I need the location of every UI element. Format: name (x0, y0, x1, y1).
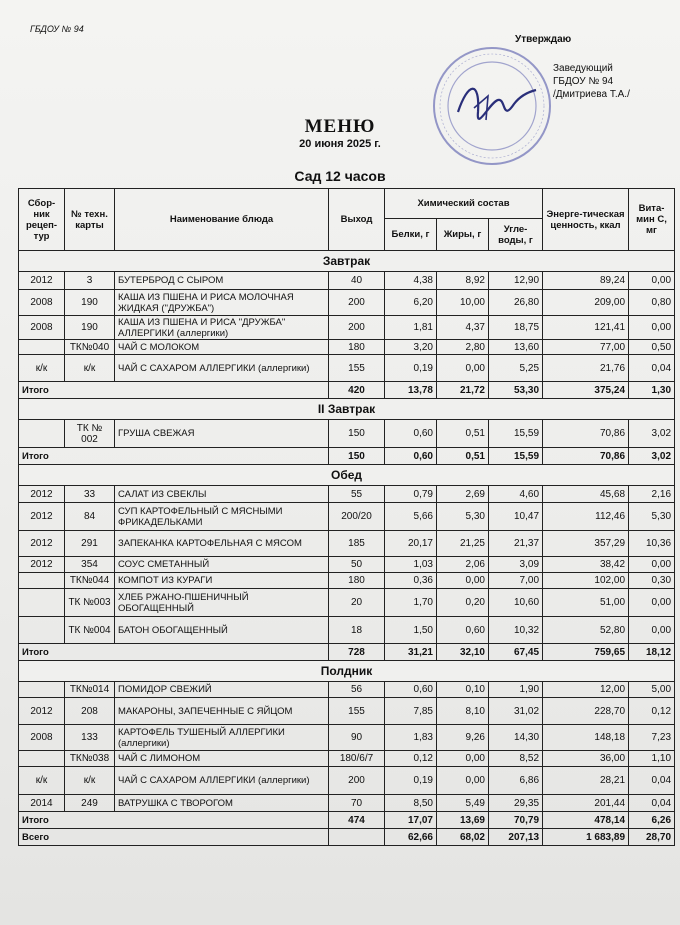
approver-org: ГБДОУ № 94 (553, 76, 614, 87)
energy-cell: 38,42 (543, 557, 629, 573)
approver-block (553, 62, 630, 101)
output-cell: 55 (329, 486, 385, 503)
fat-cell: 2,69 (437, 486, 489, 503)
vitamin-cell: 5,30 (629, 503, 675, 531)
table-row (19, 272, 675, 290)
stamp-signature-icon (428, 42, 556, 170)
dish-name-cell: ЧАЙ С ЛИМОНОМ (115, 751, 329, 767)
fat-cell: 0,60 (437, 617, 489, 644)
approver-position: Заведующий (553, 63, 613, 74)
protein-cell: 0,36 (385, 573, 437, 589)
energy-cell: 209,00 (543, 290, 629, 316)
header-carb: Угле-воды, г (489, 219, 543, 251)
protein-cell: 20,17 (385, 531, 437, 557)
total-fat-cell: 13,69 (437, 812, 489, 829)
carb-cell: 29,35 (489, 795, 543, 812)
grand-total-vitamin-cell: 28,70 (629, 829, 675, 846)
vitamin-cell: 0,50 (629, 340, 675, 355)
total-row (19, 812, 675, 829)
carb-cell: 4,60 (489, 486, 543, 503)
energy-cell: 28,21 (543, 767, 629, 795)
protein-cell: 4,38 (385, 272, 437, 290)
carb-cell: 10,32 (489, 617, 543, 644)
grand-total-fat-cell: 68,02 (437, 829, 489, 846)
carb-cell: 21,37 (489, 531, 543, 557)
section-title: II Завтрак (19, 399, 675, 420)
carb-cell: 14,30 (489, 725, 543, 751)
table-row (19, 503, 675, 531)
protein-cell: 0,60 (385, 420, 437, 448)
energy-cell: 77,00 (543, 340, 629, 355)
total-vitamin-cell: 1,30 (629, 382, 675, 399)
recipe-collection-cell: к/к (19, 767, 65, 795)
protein-cell: 1,83 (385, 725, 437, 751)
recipe-collection-cell: 2014 (19, 795, 65, 812)
menu-table (18, 188, 675, 846)
tech-card-cell: к/к (65, 355, 115, 382)
header-vitamin: Вита-мин С, мг (629, 189, 675, 251)
fat-cell: 0,00 (437, 355, 489, 382)
output-cell: 200 (329, 290, 385, 316)
carb-cell: 31,02 (489, 698, 543, 725)
vitamin-cell: 10,36 (629, 531, 675, 557)
total-energy-cell: 375,24 (543, 382, 629, 399)
approver-name: /Дмитриева Т.А./ (553, 89, 630, 100)
vitamin-cell: 3,02 (629, 420, 675, 448)
protein-cell: 0,79 (385, 486, 437, 503)
dish-name-cell: САЛАТ ИЗ СВЕКЛЫ (115, 486, 329, 503)
vitamin-cell: 0,12 (629, 698, 675, 725)
table-row (19, 698, 675, 725)
output-cell: 180/6/7 (329, 751, 385, 767)
total-protein-cell: 17,07 (385, 812, 437, 829)
protein-cell: 0,19 (385, 767, 437, 795)
dish-name-cell: ГРУША СВЕЖАЯ (115, 420, 329, 448)
recipe-collection-cell (19, 573, 65, 589)
energy-cell: 52,80 (543, 617, 629, 644)
table-row (19, 795, 675, 812)
energy-cell: 201,44 (543, 795, 629, 812)
fat-cell: 8,92 (437, 272, 489, 290)
protein-cell: 3,20 (385, 340, 437, 355)
total-label: Итого (19, 644, 329, 661)
header-protein: Белки, г (385, 219, 437, 251)
vitamin-cell: 2,16 (629, 486, 675, 503)
vitamin-cell: 0,00 (629, 589, 675, 617)
fat-cell: 2,06 (437, 557, 489, 573)
section-title: Обед (19, 465, 675, 486)
fat-cell: 0,10 (437, 682, 489, 698)
table-row (19, 486, 675, 503)
recipe-collection-cell (19, 617, 65, 644)
section-header-row (19, 661, 675, 682)
dish-name-cell: БАТОН ОБОГАЩЕННЫЙ (115, 617, 329, 644)
tech-card-cell: 33 (65, 486, 115, 503)
energy-cell: 121,41 (543, 316, 629, 340)
group-title: Сад 12 часов (294, 168, 386, 184)
header-fat: Жиры, г (437, 219, 489, 251)
total-fat-cell: 32,10 (437, 644, 489, 661)
table-row (19, 557, 675, 573)
tech-card-cell: ТК №003 (65, 589, 115, 617)
vitamin-cell: 7,23 (629, 725, 675, 751)
energy-cell: 228,70 (543, 698, 629, 725)
output-cell: 18 (329, 617, 385, 644)
fat-cell: 10,00 (437, 290, 489, 316)
energy-cell: 21,76 (543, 355, 629, 382)
total-energy-cell: 759,65 (543, 644, 629, 661)
energy-cell: 12,00 (543, 682, 629, 698)
fat-cell: 0,00 (437, 767, 489, 795)
header-chem: Химический состав (385, 189, 543, 219)
tech-card-cell: 3 (65, 272, 115, 290)
carb-cell: 15,59 (489, 420, 543, 448)
energy-cell: 148,18 (543, 725, 629, 751)
protein-cell: 6,20 (385, 290, 437, 316)
tech-card-cell: 133 (65, 725, 115, 751)
output-cell: 180 (329, 573, 385, 589)
dish-name-cell: ВАТРУШКА С ТВОРОГОМ (115, 795, 329, 812)
protein-cell: 1,03 (385, 557, 437, 573)
menu-date: 20 июня 2025 г. (299, 138, 381, 150)
recipe-collection-cell: 2008 (19, 290, 65, 316)
fat-cell: 21,25 (437, 531, 489, 557)
tech-card-cell: 84 (65, 503, 115, 531)
carb-cell: 26,80 (489, 290, 543, 316)
fat-cell: 0,00 (437, 751, 489, 767)
grand-total-energy-cell: 1 683,89 (543, 829, 629, 846)
total-row (19, 382, 675, 399)
tech-card-cell: ТК№044 (65, 573, 115, 589)
fat-cell: 5,30 (437, 503, 489, 531)
carb-cell: 6,86 (489, 767, 543, 795)
vitamin-cell: 5,00 (629, 682, 675, 698)
recipe-collection-cell: 2008 (19, 725, 65, 751)
energy-cell: 70,86 (543, 420, 629, 448)
vitamin-cell: 0,04 (629, 795, 675, 812)
dish-name-cell: КАША ИЗ ПШЕНА И РИСА МОЛОЧНАЯ ЖИДКАЯ ("ДРУЖБА") (115, 290, 329, 316)
page-title: МЕНЮ (304, 116, 376, 137)
dish-name-cell: СУП КАРТОФЕЛЬНЫЙ С МЯСНЫМИ ФРИКАДЕЛЬКАМИ (115, 503, 329, 531)
protein-cell: 1,81 (385, 316, 437, 340)
vitamin-cell: 0,00 (629, 617, 675, 644)
dish-name-cell: БУТЕРБРОД С СЫРОМ (115, 272, 329, 290)
tech-card-cell: ТК№040 (65, 340, 115, 355)
carb-cell: 10,47 (489, 503, 543, 531)
dish-name-cell: ПОМИДОР СВЕЖИЙ (115, 682, 329, 698)
section-title: Завтрак (19, 251, 675, 272)
vitamin-cell: 1,10 (629, 751, 675, 767)
total-row (19, 448, 675, 465)
organization-label: ГБДОУ № 94 (30, 24, 84, 34)
dish-name-cell: ЗАПЕКАНКА КАРТОФЕЛЬНАЯ С МЯСОМ (115, 531, 329, 557)
recipe-collection-cell: 2012 (19, 531, 65, 557)
table-row (19, 725, 675, 751)
energy-cell: 112,46 (543, 503, 629, 531)
fat-cell: 8,10 (437, 698, 489, 725)
recipe-collection-cell (19, 751, 65, 767)
total-carb-cell: 67,45 (489, 644, 543, 661)
output-cell: 200/20 (329, 503, 385, 531)
output-cell: 155 (329, 698, 385, 725)
carb-cell: 8,52 (489, 751, 543, 767)
grand-total-carb-cell: 207,13 (489, 829, 543, 846)
total-vitamin-cell: 3,02 (629, 448, 675, 465)
table-row (19, 767, 675, 795)
section-header-row (19, 399, 675, 420)
carb-cell: 1,90 (489, 682, 543, 698)
tech-card-cell: 190 (65, 316, 115, 340)
vitamin-cell: 0,30 (629, 573, 675, 589)
grand-total-protein-cell: 62,66 (385, 829, 437, 846)
dish-name-cell: КАРТОФЕЛЬ ТУШЕНЫЙ АЛЛЕРГИКИ (аллергики) (115, 725, 329, 751)
dish-name-cell: ЧАЙ С САХАРОМ АЛЛЕРГИКИ (аллергики) (115, 355, 329, 382)
energy-cell: 89,24 (543, 272, 629, 290)
header-collection: Сбор-ник рецеп-тур (19, 189, 65, 251)
carb-cell: 7,00 (489, 573, 543, 589)
grand-total-label: Всего (19, 829, 329, 846)
table-row (19, 617, 675, 644)
protein-cell: 8,50 (385, 795, 437, 812)
output-cell: 40 (329, 272, 385, 290)
total-carb-cell: 53,30 (489, 382, 543, 399)
menu-table-body (19, 251, 675, 846)
section-title: Полдник (19, 661, 675, 682)
tech-card-cell: 190 (65, 290, 115, 316)
tech-card-cell: ТК№038 (65, 751, 115, 767)
table-row (19, 420, 675, 448)
recipe-collection-cell (19, 420, 65, 448)
energy-cell: 357,29 (543, 531, 629, 557)
total-vitamin-cell: 18,12 (629, 644, 675, 661)
table-row (19, 531, 675, 557)
fat-cell: 9,26 (437, 725, 489, 751)
dish-name-cell: КАША ИЗ ПШЕНА И РИСА "ДРУЖБА" АЛЛЕРГИКИ (аллергики) (115, 316, 329, 340)
protein-cell: 5,66 (385, 503, 437, 531)
vitamin-cell: 0,04 (629, 767, 675, 795)
energy-cell: 102,00 (543, 573, 629, 589)
tech-card-cell: 249 (65, 795, 115, 812)
protein-cell: 0,60 (385, 682, 437, 698)
table-row (19, 340, 675, 355)
protein-cell: 1,50 (385, 617, 437, 644)
fat-cell: 2,80 (437, 340, 489, 355)
vitamin-cell: 0,00 (629, 316, 675, 340)
vitamin-cell: 0,00 (629, 557, 675, 573)
total-vitamin-cell: 6,26 (629, 812, 675, 829)
output-cell: 155 (329, 355, 385, 382)
table-row (19, 573, 675, 589)
output-cell: 150 (329, 420, 385, 448)
table-row (19, 751, 675, 767)
total-fat-cell: 21,72 (437, 382, 489, 399)
protein-cell: 0,19 (385, 355, 437, 382)
dish-name-cell: ХЛЕБ РЖАНО-ПШЕНИЧНЫЙ ОБОГАЩЕННЫЙ (115, 589, 329, 617)
carb-cell: 3,09 (489, 557, 543, 573)
protein-cell: 1,70 (385, 589, 437, 617)
recipe-collection-cell: к/к (19, 355, 65, 382)
dish-name-cell: ЧАЙ С САХАРОМ АЛЛЕРГИКИ (аллергики) (115, 767, 329, 795)
fat-cell: 0,20 (437, 589, 489, 617)
tech-card-cell: 291 (65, 531, 115, 557)
carb-cell: 18,75 (489, 316, 543, 340)
total-output-cell: 150 (329, 448, 385, 465)
vitamin-cell: 0,00 (629, 272, 675, 290)
dish-name-cell: ЧАЙ С МОЛОКОМ (115, 340, 329, 355)
output-cell: 56 (329, 682, 385, 698)
table-row (19, 316, 675, 340)
energy-cell: 45,68 (543, 486, 629, 503)
dish-name-cell: СОУС СМЕТАННЫЙ (115, 557, 329, 573)
grand-total-output-cell (329, 829, 385, 846)
header-energy: Энерге-тическая ценность, ккал (543, 189, 629, 251)
fat-cell: 4,37 (437, 316, 489, 340)
energy-cell: 51,00 (543, 589, 629, 617)
protein-cell: 7,85 (385, 698, 437, 725)
recipe-collection-cell (19, 340, 65, 355)
output-cell: 70 (329, 795, 385, 812)
vitamin-cell: 0,04 (629, 355, 675, 382)
header-dish: Наименование блюда (115, 189, 329, 251)
total-label: Итого (19, 382, 329, 399)
total-label: Итого (19, 448, 329, 465)
output-cell: 185 (329, 531, 385, 557)
table-row (19, 290, 675, 316)
total-output-cell: 420 (329, 382, 385, 399)
total-fat-cell: 0,51 (437, 448, 489, 465)
carb-cell: 13,60 (489, 340, 543, 355)
fat-cell: 5,49 (437, 795, 489, 812)
table-row (19, 589, 675, 617)
vitamin-cell: 0,80 (629, 290, 675, 316)
output-cell: 50 (329, 557, 385, 573)
protein-cell: 0,12 (385, 751, 437, 767)
recipe-collection-cell: 2012 (19, 486, 65, 503)
approve-label: Утверждаю (515, 34, 572, 45)
tech-card-cell: ТК № 002 (65, 420, 115, 448)
carb-cell: 10,60 (489, 589, 543, 617)
tech-card-cell: ТК №004 (65, 617, 115, 644)
section-header-row (19, 465, 675, 486)
total-protein-cell: 0,60 (385, 448, 437, 465)
recipe-collection-cell: 2012 (19, 698, 65, 725)
total-label: Итого (19, 812, 329, 829)
total-protein-cell: 13,78 (385, 382, 437, 399)
output-cell: 200 (329, 316, 385, 340)
fat-cell: 0,00 (437, 573, 489, 589)
tech-card-cell: 208 (65, 698, 115, 725)
header-output: Выход (329, 189, 385, 251)
dish-name-cell: МАКАРОНЫ, ЗАПЕЧЕННЫЕ С ЯЙЦОМ (115, 698, 329, 725)
output-cell: 200 (329, 767, 385, 795)
table-row (19, 355, 675, 382)
total-output-cell: 728 (329, 644, 385, 661)
total-energy-cell: 70,86 (543, 448, 629, 465)
total-energy-cell: 478,14 (543, 812, 629, 829)
section-header-row (19, 251, 675, 272)
table-row (19, 682, 675, 698)
total-row (19, 644, 675, 661)
total-carb-cell: 15,59 (489, 448, 543, 465)
total-protein-cell: 31,21 (385, 644, 437, 661)
output-cell: 180 (329, 340, 385, 355)
dish-name-cell: КОМПОТ ИЗ КУРАГИ (115, 573, 329, 589)
total-output-cell: 474 (329, 812, 385, 829)
tech-card-cell: 354 (65, 557, 115, 573)
output-cell: 90 (329, 725, 385, 751)
tech-card-cell: к/к (65, 767, 115, 795)
fat-cell: 0,51 (437, 420, 489, 448)
header-card: № техн. карты (65, 189, 115, 251)
recipe-collection-cell (19, 589, 65, 617)
recipe-collection-cell: 2012 (19, 557, 65, 573)
grand-total-row (19, 829, 675, 846)
recipe-collection-cell: 2012 (19, 272, 65, 290)
recipe-collection-cell: 2008 (19, 316, 65, 340)
tech-card-cell: ТК№014 (65, 682, 115, 698)
output-cell: 20 (329, 589, 385, 617)
energy-cell: 36,00 (543, 751, 629, 767)
recipe-collection-cell (19, 682, 65, 698)
carb-cell: 12,90 (489, 272, 543, 290)
total-carb-cell: 70,79 (489, 812, 543, 829)
recipe-collection-cell: 2012 (19, 503, 65, 531)
carb-cell: 5,25 (489, 355, 543, 382)
